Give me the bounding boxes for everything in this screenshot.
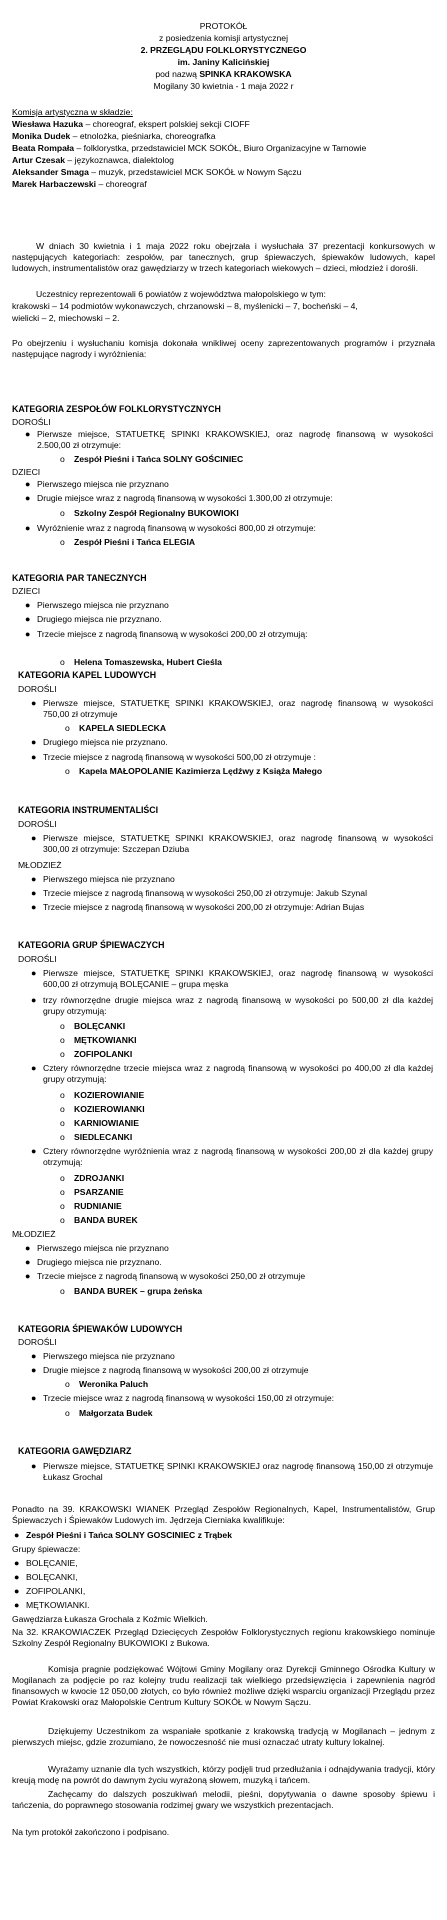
- category-heading: KATEGORIA GAWĘDZIARZ: [18, 1446, 132, 1456]
- award-item: ● Pierwsze miejsce, STATUETKĘ SPINKI KRAKOWSKIEJ, oraz nagrodę finansową w wysokości 2.500,00 zł otrzymuje:: [25, 429, 433, 450]
- committee-member: Aleksander Smaga – muzyk, przedstawiciel MCK SOKÓŁ w Nowym Sączu: [12, 167, 302, 177]
- doc-subtitle: z posiedzenia komisji artystycznej: [159, 33, 288, 43]
- qualification-paragraph: Ponadto na 39. KRAKOWSKI WIANEK Przegląd Zespołów Regionalnych, Kapel, Instrumentalistów, Grup Śpiewaczych i Śpiewaków Ludowych im. Jędrzeja Cierniaka kwalifikuje:: [12, 1504, 435, 1525]
- intro-paragraph: Po obejrzeniu i wysłuchaniu komisja dokonała wnikliwej oceny zaprezentowanych programów i przyznała następujące nagrody i wyróżnienia:: [12, 338, 435, 359]
- committee-member: Wiesława Hazuka – choreograf, ekspert polskiej sekcji CIOFF: [12, 119, 250, 129]
- intro-districts: krakowski – 14 podmiotów wykonawczych, chrzanowski – 8, myślenicki – 7, bocheński – 4,: [12, 301, 358, 311]
- closing-line: Na tym protokół zakończono i podpisano.: [12, 1827, 170, 1837]
- committee-member: Artur Czesak – językoznawca, dialektolog: [12, 155, 174, 165]
- age-group: MŁODZIEŻ: [18, 860, 62, 870]
- award-winner: o Zespół Pieśni i Tańca ELEGIA: [60, 537, 196, 547]
- award-winner: o KOZIEROWIANIE: [60, 1090, 145, 1100]
- committee-heading: Komisja artystyczna w składzie:: [12, 107, 133, 117]
- award-winner: o KOZIEROWIANKI: [60, 1104, 145, 1114]
- award-winner: o KAPELA SIEDLECKA: [65, 723, 167, 733]
- category-heading: KATEGORIA ŚPIEWAKÓW LUDOWYCH: [18, 1324, 183, 1334]
- age-group: DOROŚLI: [18, 819, 57, 829]
- award-winner: o BANDA BUREK: [60, 1215, 138, 1225]
- qualified-label: Grupy śpiewacze:: [12, 1544, 81, 1554]
- award-winner: o Zespół Pieśni i Tańca SOLNY GOŚCINIEC: [60, 454, 244, 464]
- age-group: DOROŚLI: [18, 1337, 57, 1347]
- category-heading: KATEGORIA ZESPOŁÓW FOLKLORYSTYCZNYCH: [12, 404, 221, 414]
- category-heading: KATEGORIA PAR TANECZNYCH: [12, 573, 147, 583]
- award-winner: o Kapela MAŁOPOLANIE Kazimierza Lędźwy z Książa Małego: [65, 766, 323, 776]
- category-heading: KATEGORIA GRUP ŚPIEWACZYCH: [18, 940, 165, 950]
- category-heading: KATEGORIA INSTRUMENTALIŚCI: [18, 805, 159, 815]
- award-winner: o Weronika Paluch: [65, 1379, 149, 1389]
- age-group: DZIECI: [12, 467, 41, 477]
- qualified-storyteller: Gawędziarza Łukasza Grochala z Koźmic Wielkich.: [12, 1614, 208, 1624]
- event-date: Mogilany 30 kwietnia - 1 maja 2022 r: [153, 81, 294, 91]
- intro-districts: wielicki – 2, miechowski – 2.: [12, 313, 120, 323]
- committee-member: Beata Rompała – folklorystka, przedstawiciel MCK SOKÓŁ, Biuro Organizacyjne w Tarnowie: [12, 143, 367, 153]
- age-group: DOROŚLI: [18, 954, 57, 964]
- age-group: MŁODZIEŻ: [12, 1229, 56, 1239]
- award-winner: o Szkolny Zespół Regionalny BUKOWIOKI: [60, 508, 239, 518]
- thanks-paragraph: Zachęcamy do dalszych poszukiwań melodii, pieśni, dopytywania o dawne sposoby śpiewu i tańczenia, do poprawnego stosowania rodzimej gwary we wszystkich prezentacjach.: [12, 1789, 435, 1810]
- award-winner: o PSARZANIE: [60, 1187, 124, 1197]
- award-winner: o KARNIOWIANIE: [60, 1118, 139, 1128]
- intro-districts: Uczestnicy reprezentowali 6 powiatów z województwa małopolskiego w tym:: [36, 289, 326, 299]
- intro-paragraph: W dniach 30 kwietnia i 1 maja 2022 roku obejrzała i wysłuchała 37 prezentacji konkursowych w następujących kategoriach: zespołów, par tanecznych, grup śpiewaczych, śpiewaków ludowych, kapel ludowych, instrumentalistów oraz gawędziarzy w trzech kategoriach wiekowych – dzieci, młodzież i dorośli.: [12, 241, 435, 273]
- thanks-paragraph: Wyrażamy uznanie dla tych wszystkich, którzy podjęli trud przedłużania i odnajdywania tradycji, który kreują modę na powrót do dawnym życiu wyrażoną słowem, muzyką i tańcem.: [12, 1764, 435, 1785]
- award-winner: o Helena Tomaszewska, Hubert Cieśla: [60, 657, 222, 667]
- award-winner: o Małgorzata Budek: [65, 1408, 153, 1418]
- award-winner: o BOLĘCANKI: [60, 1021, 126, 1031]
- age-group: DOROŚLI: [18, 684, 57, 694]
- nomination-paragraph: Na 32. KRAKOWIACZEK Przegląd Dziecięcych Zespołów Folklorystycznych regionu krakowskiego nominuje Szkolny Zespół Regionalny BUKOWIOKI z Bukowa.: [12, 1627, 435, 1648]
- committee-member: Monika Dudek – etnolożka, pieśniarka, choreografka: [12, 131, 216, 141]
- doc-title: PROTOKÓŁ: [199, 21, 248, 31]
- award-winner: o RUDNIANIE: [60, 1201, 122, 1211]
- document-page: PROTOKÓŁ z posiedzenia komisji artystycznej 2. PRZEGLĄDU FOLKLORYSTYCZNEGO im. Janiny Kalicińskiej pod nazwą SPINKA KRAKOWSKA Mogilany 30 kwietnia - 1 maja 2022 r Komisja artystyczna w składzie: Wiesława Hazuka – choreograf, ekspert polskiej sekcji CIOFF Monika Dudek – etnolożka, pieśniarka, choreografka Beata Rompała – folklorystka, przedstawiciel MCK SOKÓŁ, Biuro Organizacyjne w Tarnowie Artur Czesak – językoznawca, dialektolog Aleksander Smaga – muzyk, przedstawiciel MCK SOKÓŁ w Nowym Sączu Marek Harbaczewski – choreograf W dniach 30 kwietnia i 1 maja 2022 roku obejrzała i wysłuchała 37 prezentacji konkursowych w następujących kategoriach: zespołów, par tanecznych, grup śpiewaczych, śpiewaków ludowych, kapel ludowych, instrumentalistów oraz gawędziarzy w trzech kategoriach wiekowych – dzieci, młodzież i dorośli. Uczestnicy reprezentowali 6 powiatów z województwa małopolskiego w tym: krakowski – 14 podmiotów wykonawczych, chrzanowski – 8, myślenicki – 7, bocheński – 4, wielicki – 2, miechowski – 2. Po obejrzeniu i wysłuchaniu komisja dokonała wnikliwej oceny zaprezentowanych programów i przyznała następujące nagrody i wyróżnienia: KATEGORIA ZESPOŁÓW FOLKLORYSTYCZNYCH DOROŚLI ● Pierwsze miejsce, STATUETKĘ SPINKI KRAKOWSKIEJ, oraz nagrodę finansową w wysokości 2.500,00 zł otrzymuje: o Zespół Pieśni i Tańca SOLNY GOŚCINIEC DZIECI ● Pierwszego miejsca nie przyznano ● Drugie miejsce wraz z nagrodą finansową w wysokości 1.300,00 zł otrzymuje: o Szkolny Zespół Regionalny BUKOWIOKI ● Wyróżnienie wraz z nagrodą finansową w wysokości 800,00 zł otrzymuje: o Zespół Pieśni i Tańca ELEGIA KATEGORIA PAR TANECZNYCH DZIECI ● Pierwszego miejsca nie przyznano ● Drugiego miejsca nie przyznano. ● Trzecie miejsce z nagrodą finansową w wysokości 200,00 zł otrzymują: o Helena Tomaszewska, Hubert Cieśla KATEGORIA KAPEL LUDOWYCH DOROŚLI ● Pierwsze miejsce, STATUETKĘ SPINKI KRAKOWSKIEJ, oraz nagrodę finansową w wysokości 750,00 zł otrzymuje o KAPELA SIEDLECKA ● Drugiego miejsca nie przyznano. ● Trzecie miejsce z nagrodą finansową w wysokości 500,00 zł otrzymuje : o Kapela MAŁOPOLANIE Kazimierza Lędźwy z Książa Małego KATEGORIA INSTRUMENTALIŚCI DOROŚLI ● Pierwsze miejsce, STATUETKĘ SPINKI KRAKOWSKIEJ, oraz nagrodę finansową w wysokości 300,00 zł otrzymuje: Szczepan Dziuba MŁODZIEŻ ● Pierwszego miejsca nie przyznano ● Trzecie miejsce z nagrodą finansową w wysokości 250,00 zł otrzymuje: Jakub Szynal ● Trzecie miejsce z nagrodą finansową w wysokości 200,00 zł otrzymuje: Adrian Bujas KATEGORIA GRUP ŚPIEWACZYCH DOROŚLI ● Pierwsze miejsce, STATUETKĘ SPINKI KRAKOWSKIEJ, oraz nagrodę finansową w wysokości 600,00 zł otrzymują BOLĘCANIE – grupa męska ● trzy równorzędne drugie miejsca wraz z nagrodą finansową w wysokości po 500,00 zł dla każdej grupy otrzymują: o BOLĘCANKI o MĘTKOWIANKI o ZOFIPOLANKI ● Cztery równorzędne trzecie miejsca wraz z nagrodą finansową w wysokości po 400,00 zł dla każdej grupy otrzymują: o KOZIEROWIANIE o KOZIEROWIANKI o KARNIOWIANIE o SIEDLECANKI ● Cztery równorzędne wyróżnienia wraz z nagrodą finansową w wysokości 200,00 zł dla każdej grupy otrzymują: o ZDROJANKI o PSARZANIE o RUDNIANIE o BANDA BUREK MŁODZIEŻ ● Pierwszego miejsca nie przyznano ● Drugiego miejsca nie przyznano. ● Trzecie miejsce z nagrodą finansową w wysokości 250,00 zł otrzymuje o BANDA BUREK – grupa żeńska KATEGORIA ŚPIEWAKÓW LUDOWYCH DOROŚLI ● Pierwszego miejsca nie przyznano ● Drugie miejsce z nagrodą finansową w wysokości 200,00 zł otrzymuje o Weronika Paluch ● Trzecie miejsce wraz z nagrodą finansową w wysokości 150,00 zł otrzymuje: o Małgorzata Budek KATEGORIA GAWĘDZIARZ ● Pierwsze miejsce, STATUETKĘ SPINKI KRAKOWSKIEJ oraz nagrodę finansową 150,00 zł otrzymuje Łukasz Grochal Ponadto na 39. KRAKOWSKI WIANEK Przegląd Zespołów Regionalnych, Kapel, Instrumentalistów, Grup Śpiewaczych i Śpiewaków Ludowych im. Jędrzeja Cierniaka kwalifikuje: ● Zespół Pieśni i Tańca SOLNY GOSCINIEC z Trąbek Grupy śpiewacze: ● BOLĘCANIE, ● BOLĘCANKI, ● ZOFIPOLANKI, ● MĘTKOWIANKI. Gawędziarza Łukasza Grochala z Koźmic Wielkich. Na 32. KRAKOWIACZEK Przegląd Dziecięcych Zespołów Folklorystycznych regionu krakowskiego nominuje Szkolny Zespół Regionalny BUKOWIOKI z Bukowa. Komisja pragnie podziękować Wójtowi Gminy Mogilany oraz Dyrekcji Gminnego Ośrodka Kultury w Mogilanach za podjęcie po raz kolejny trudu realizacji tak wielkiego przedsięwzięcia i zapewnienia nagród finansowych w kwocie 12 050,00 złotych, co było również możliwe dzięki wsparciu organizacji Przeglądu przez Powiat Krakowski oraz Małopolskie Centrum Kultury SOKÓŁ w Nowym Sączu. Dziękujemy Uczestnikom za wspaniałe spotkanie z krakowską tradycją w Mogilanach – jednym z pierwszych miejsc, gdzie zrozumiano, że nowoczesność nie musi oznaczać utraty kultury lokalnej. Wyrażamy uznanie dla tych wszystkich, którzy podjęli trud przedłużania i odnajdywania tradycji, który kreują modę na powrót do dawnym życiu wyrażoną słowem, muzyką i tańcem. Zachęcamy do dalszych poszukiwań melodii, pieśni, dopytywania o dawne sposoby śpiewu i tańczenia, do poprawnego stosowania rodzimej gwary we wszystkich prezentacjach. Na tym protokół zakończono i podpisano.: [0, 0, 447, 1920]
- award-winner: o ZOFIPOLANKI: [60, 1049, 133, 1059]
- thanks-paragraph: Dziękujemy Uczestnikom za wspaniałe spotkanie z krakowską tradycją w Mogilanach – jednym z pierwszych miejsc, gdzie zrozumiano, że nowoczesność nie musi oznaczać utraty kultury lokalnej.: [12, 1726, 435, 1747]
- age-group: DZIECI: [12, 586, 41, 596]
- event-name: pod nazwą SPINKA KRAKOWSKA: [155, 69, 292, 79]
- award-winner: o SIEDLECANKI: [60, 1132, 133, 1142]
- age-group: DOROŚLI: [12, 417, 51, 427]
- patron-name: im. Janiny Kalicińskiej: [177, 57, 270, 67]
- review-name: 2. PRZEGLĄDU FOLKLORYSTYCZNEGO: [140, 45, 307, 55]
- thanks-paragraph: Komisja pragnie podziękować Wójtowi Gminy Mogilany oraz Dyrekcji Gminnego Ośrodka Kultury w Mogilanach za podjęcie po raz kolejny trudu realizacji tak wielkiego przedsięwzięcia i zapewnienia nagród finansowych w kwocie 12 050,00 złotych, co było również możliwe dzięki wsparciu organizacji Przeglądu przez Powiat Krakowski oraz Małopolskie Centrum Kultury SOKÓŁ w Nowym Sączu.: [12, 1664, 435, 1707]
- award-winner: o MĘTKOWIANKI: [60, 1035, 137, 1045]
- award-winner: o BANDA BUREK – grupa żeńska: [60, 1286, 203, 1296]
- committee-member: Marek Harbaczewski – choreograf: [12, 179, 147, 189]
- category-heading: KATEGORIA KAPEL LUDOWYCH: [18, 670, 157, 680]
- award-winner: o ZDROJANKI: [60, 1173, 125, 1183]
